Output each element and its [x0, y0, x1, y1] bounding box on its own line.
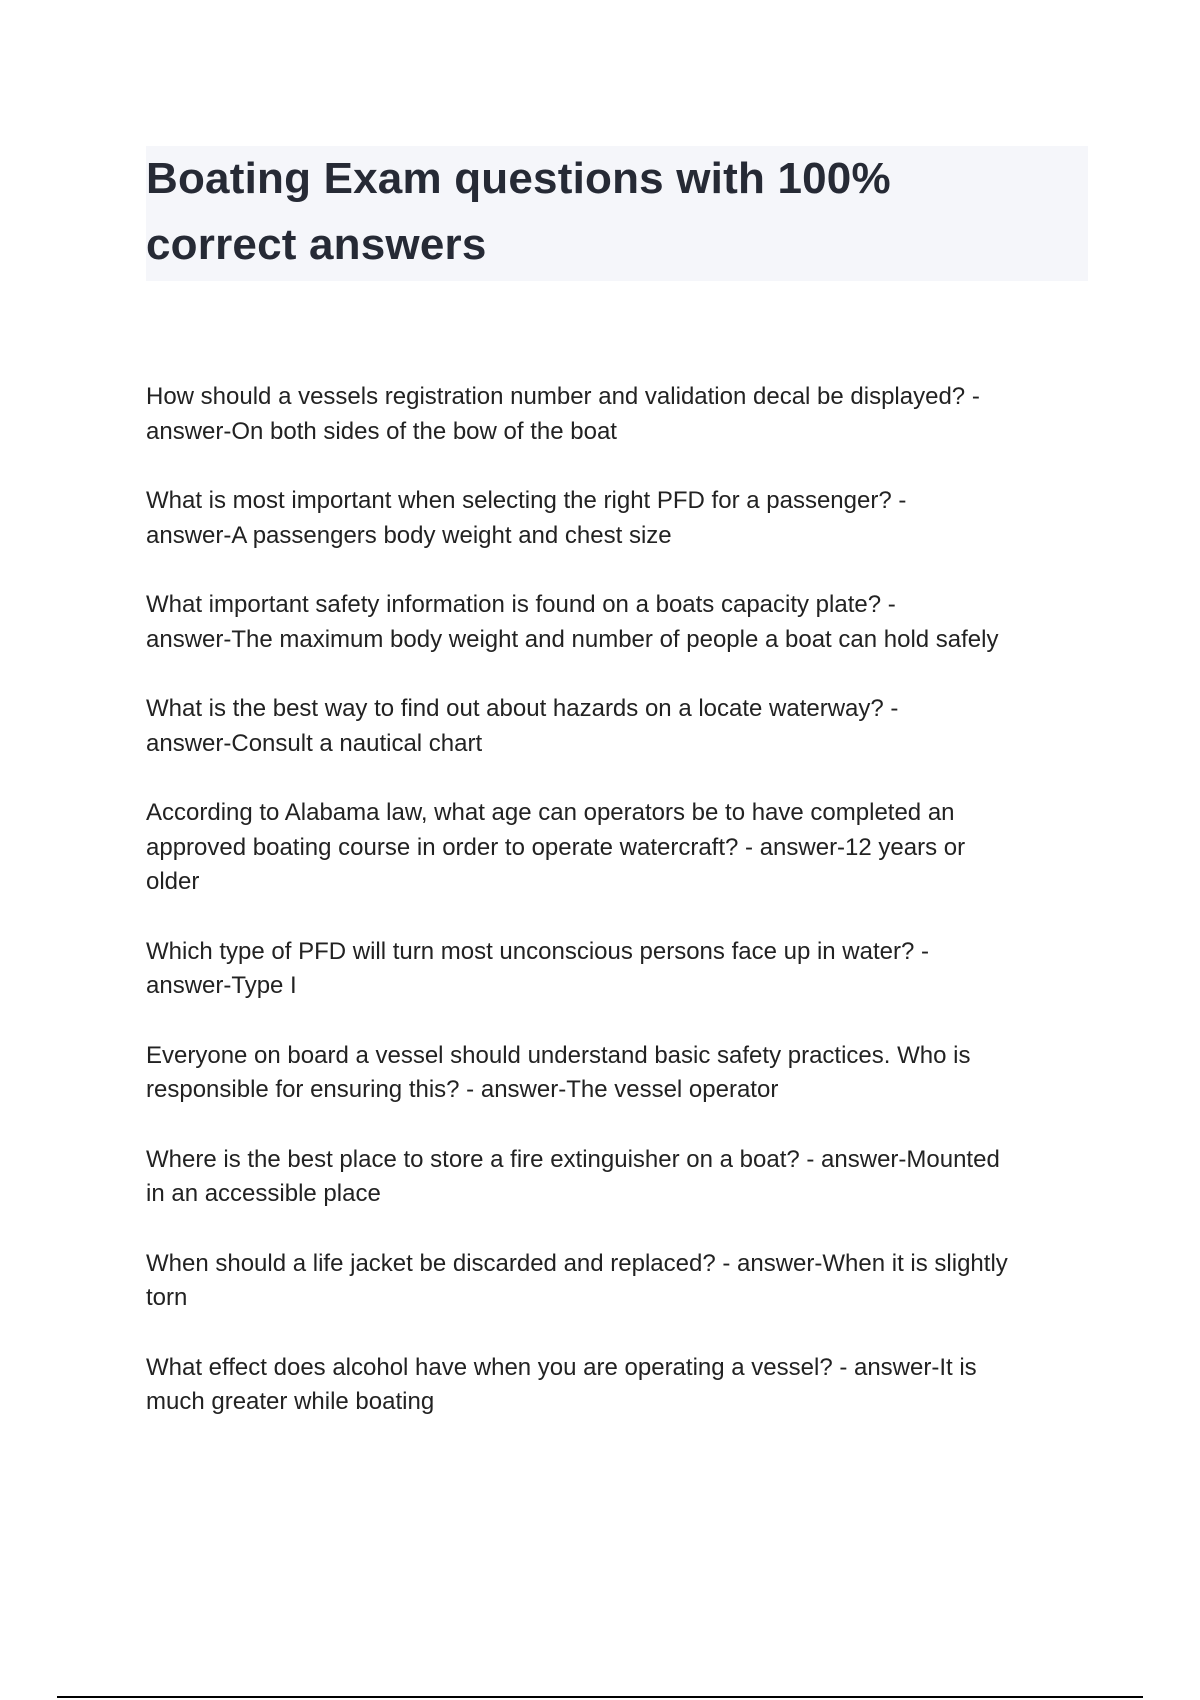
qa-item-5: According to Alabama law, what age can operators be to have completed an approved boating course in order to operate watercraft? - answer-12 years or older	[146, 799, 966, 895]
qa-item-8: Where is the best place to store a fire extinguisher on a boat? - answer-Mounted in an accessible place	[146, 1145, 1000, 1207]
qa-item-4: What is the best way to find out about hazards on a locate waterway? - answer-Consult a nautical chart	[146, 695, 899, 757]
page-title: Boating Exam questions with 100% correct answers	[146, 154, 891, 269]
qa-list	[146, 380, 1092, 1455]
qa-item-1: How should a vessels registration number and validation decal be displayed? - answer-On both sides of the bow of the boat	[146, 383, 980, 445]
qa-item-6: Which type of PFD will turn most unconscious persons face up in water? - answer-Type I	[146, 937, 929, 999]
footer-divider	[57, 1696, 1143, 1698]
qa-item-7: Everyone on board a vessel should understand basic safety practices. Who is responsible for ensuring this? - answer-The vessel operator	[146, 1041, 971, 1103]
title-banner	[146, 146, 1088, 281]
qa-item-2: What is most important when selecting the right PFD for a passenger? - answer-A passengers body weight and chest size	[146, 487, 907, 549]
qa-item-10: What effect does alcohol have when you are operating a vessel? - answer-It is much greater while boating	[146, 1353, 977, 1415]
qa-item-9: When should a life jacket be discarded and replaced? - answer-When it is slightly torn	[146, 1249, 1008, 1311]
qa-item-3: What important safety information is found on a boats capacity plate? - answer-The maximum body weight and number of people a boat can hold safely	[146, 591, 999, 653]
